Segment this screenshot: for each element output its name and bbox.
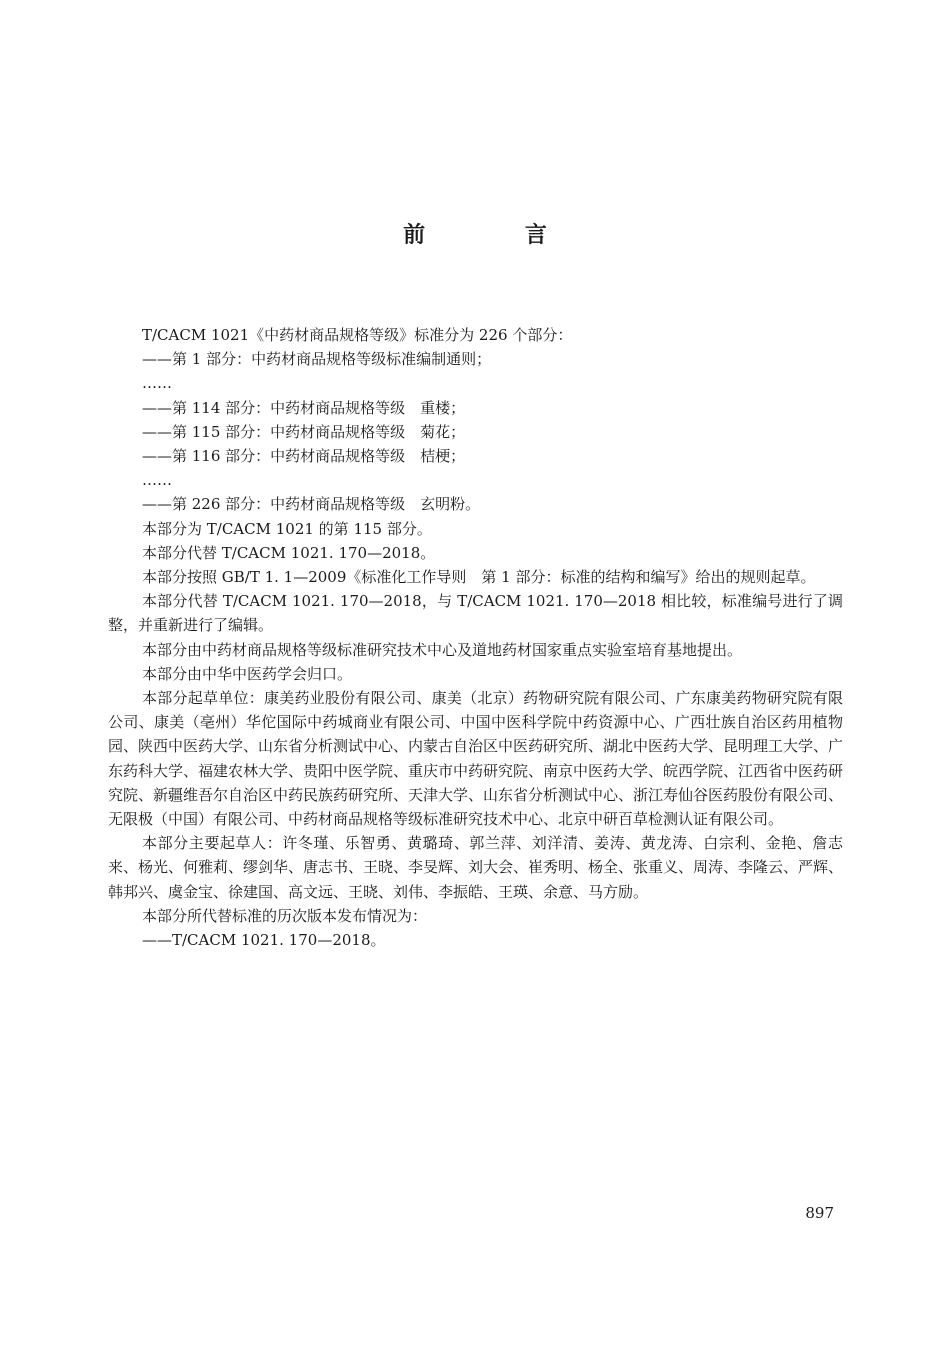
- drafting-rule-paragraph: 本部分按照 GB/T 1. 1—2009《标准化工作导则 第 1 部分：标准的结构和编写》给出的规则起草。: [142, 568, 816, 587]
- history-paragraph: 本部分所代替标准的历次版本发布情况为：: [142, 906, 428, 925]
- proposer-paragraph: 本部分由中药材商品规格等级标准研究技术中心及道地药材国家重点实验室培育基地提出。: [142, 640, 743, 659]
- replacement-paragraph: 本部分代替 T/CACM 1021. 170—2018，与 T/CACM 1021. 170—2018 相比较，标准编号进行了调整，并重新进行了编辑。: [108, 592, 843, 635]
- statement-line: 本部分代替 T/CACM 1021. 170—2018。: [142, 543, 436, 562]
- statement-line: 本部分为 T/CACM 1021 的第 115 部分。: [142, 519, 432, 538]
- administrator-paragraph: 本部分由中华中医药学会归口。: [142, 664, 353, 683]
- part-list-item: ——第 226 部分：中药材商品规格等级 玄明粉。: [142, 495, 481, 514]
- drafters-paragraph: 本部分主要起草人：许冬瑾、乐智勇、黄璐琦、郭兰萍、刘洋清、姜涛、黄龙涛、白宗利、金艳、詹志来、杨光、何雅莉、缪剑华、唐志书、王晓、李旻辉、刘大会、崔秀明、杨全、张重义、周涛、李隆云、严辉、韩邦兴、虞金宝、徐建国、高文远、王晓、刘伟、李振皓、王瑛、余意、马方励。: [108, 834, 844, 901]
- ellipsis-line: ……: [142, 471, 172, 490]
- part-list-item: ——第 114 部分：中药材商品规格等级 重楼；: [142, 398, 466, 417]
- drafting-units-paragraph: 本部分起草单位：康美药业股份有限公司、康美（北京）药物研究院有限公司、广东康美药物研究院有限公司、康美（亳州）华佗国际中药城商业有限公司、中国中医科学院中药资源中心、广西壮族自治区药用植物园、陕西中医药大学、山东省分析测试中心、内蒙古自治区中医药研究所、湖北中医药大学、昆明理工大学、广东药科大学、福建农林大学、贵阳中医学院、重庆市中药研究院、南京中医药大学、皖西学院、江西省中医药研究院、新疆维吾尔自治区中药民族药研究所、天津大学、山东省分析测试中心、浙江寿仙谷医药股份有限公司、无限极（中国）有限公司、中药材商品规格等级标准研究技术中心、北京中研百草检测认证有限公司。: [108, 689, 844, 829]
- ellipsis-line: ……: [142, 374, 172, 393]
- page-title: 前 言: [403, 223, 593, 248]
- intro-line: T/CACM 1021《中药材商品规格等级》标准分为 226 个部分：: [142, 326, 573, 344]
- foreword-body: [108, 323, 843, 952]
- part-list-item: ——第 115 部分：中药材商品规格等级 菊花；: [142, 422, 466, 441]
- part-list-item: ——第 116 部分：中药材商品规格等级 桔梗；: [142, 447, 466, 466]
- page-number: 897: [805, 1204, 834, 1222]
- history-item: ——T/CACM 1021. 170—2018。: [142, 931, 386, 950]
- part-list-item: ——第 1 部分：中药材商品规格等级标准编制通则；: [142, 350, 492, 369]
